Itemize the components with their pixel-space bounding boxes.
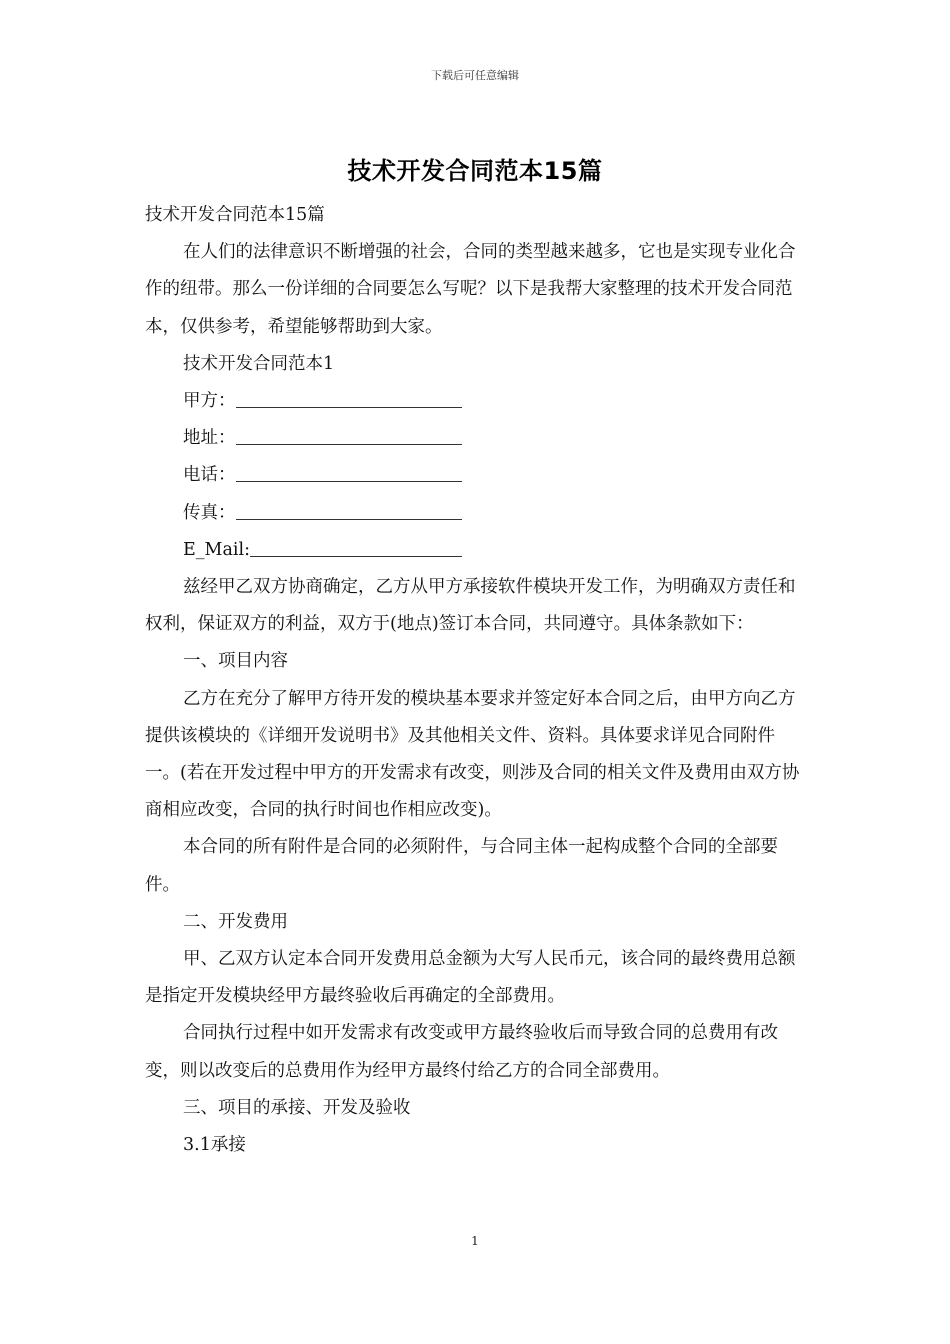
intro-paragraph: 在人们的法律意识不断增强的社会，合同的类型越来越多，它也是实现专业化合作的纽带。那么一份详细的合同要怎么写呢？以下是我帮大家整理的技术开发合同范本，仅供参考，希望能够帮助到大家。 <box>145 242 796 337</box>
header-note: 下载后可任意编辑 <box>431 69 519 82</box>
paragraph: 甲、乙双方认定本合同开发费用总金额为大写人民币元，该合同的最终费用总额是指定开发模块经甲方最终验收后再确定的全部费用。 <box>145 949 796 1007</box>
field-label: 传真： <box>183 502 236 523</box>
blank-line <box>236 459 462 482</box>
party-a-field <box>145 383 809 420</box>
paragraph: 合同执行过程中如开发需求有改变或甲方最终验收后而导致合同的总费用有改变，则以改变后的总费用作为经甲方最终付给乙方的合同全部费用。 <box>145 1023 778 1081</box>
document-title: 技术开发合同范本15篇 <box>347 157 603 185</box>
document-body <box>145 197 809 1164</box>
field-label: 地址： <box>183 428 236 449</box>
email-field <box>145 532 809 569</box>
section-heading: 三、项目的承接、开发及验收 <box>183 1097 411 1118</box>
page-number: 1 <box>471 1234 479 1248</box>
section-heading: 二、开发费用 <box>183 911 288 932</box>
document-subtitle: 技术开发合同范本15篇 <box>145 205 325 225</box>
blank-line <box>236 422 462 445</box>
field-label: 甲方： <box>183 391 236 412</box>
field-label: 电话： <box>183 465 236 486</box>
blank-line <box>236 497 462 520</box>
paragraph: 本合同的所有附件是合同的必须附件，与合同主体一起构成整个合同的全部要件。 <box>145 837 778 895</box>
address-field <box>145 420 809 457</box>
phone-field <box>145 457 809 494</box>
subsection-heading: 3.1承接 <box>183 1135 246 1156</box>
blank-line <box>250 534 462 557</box>
field-label: E_Mail: <box>183 539 250 560</box>
blank-line <box>236 385 462 408</box>
section-heading: 技术开发合同范本1 <box>183 353 335 374</box>
fax-field <box>145 495 809 532</box>
paragraph: 乙方在充分了解甲方待开发的模块基本要求并签定好本合同之后，由甲方向乙方提供该模块的《详细开发说明书》及其他相关文件、资料。具体要求详见合同附件一。(若在开发过程中甲方的开发需求有改变，则涉及合同的相关文件及费用由双方协商相应改变，合同的执行时间也作相应改变)。 <box>145 688 800 821</box>
section-heading: 一、项目内容 <box>183 651 288 672</box>
agreement-paragraph: 兹经甲乙双方协商确定，乙方从甲方承接软件模块开发工作，为明确双方责任和权利，保证双方的利益，双方于(地点)签订本合同，共同遵守。具体条款如下： <box>145 577 796 635</box>
